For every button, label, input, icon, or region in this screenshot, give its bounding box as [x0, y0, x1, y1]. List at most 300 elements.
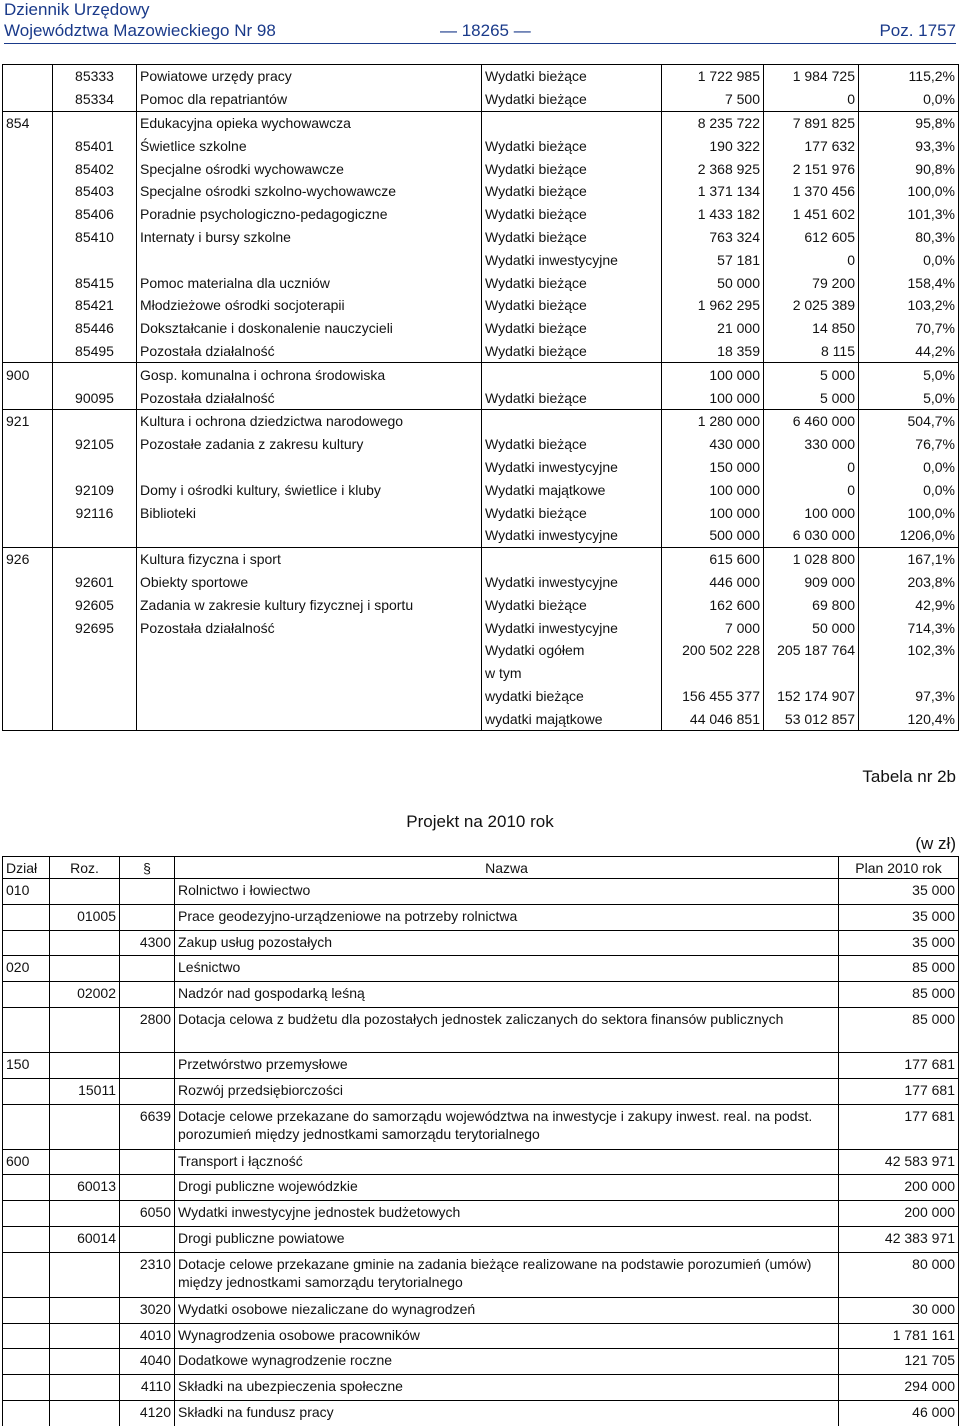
cell-dzial [3, 1226, 50, 1252]
cell-rozdzial: 85495 [53, 340, 137, 363]
cell-rozdzial [50, 1052, 120, 1078]
cell-procent: 100,0% [859, 180, 959, 203]
cell-rodzaj [482, 363, 662, 386]
cell-nazwa: Dotacje celowe przekazane do samorządu województwa na inwestycje i zakupy inwest. real. na podst. porozumień między jednostkami samorządu terytorialnego [175, 1104, 839, 1149]
cell-rozdzial [53, 707, 137, 730]
cell-rozdzial [53, 662, 137, 685]
table-row [3, 409, 959, 432]
cell-plan: 8 115 [764, 340, 859, 363]
cell-nazwa: Wydatki osobowe niezaliczane do wynagrodzeń [175, 1297, 839, 1323]
cell-rozdzial [50, 1349, 120, 1375]
table-row [3, 478, 959, 501]
table-row [3, 157, 959, 180]
cell-procent: 115,2% [859, 65, 959, 88]
cell-plan: 330 000 [764, 433, 859, 456]
page-header [4, 0, 956, 44]
table-row [3, 1104, 959, 1149]
cell-wykonanie: 100 000 [662, 478, 764, 501]
cell-rozdzial: 92105 [53, 433, 137, 456]
cell-rodzaj: Wydatki bieżące [482, 134, 662, 157]
cell-nazwa: Specjalne ośrodki wychowawcze [137, 157, 482, 180]
cell-rozdzial: 85401 [53, 134, 137, 157]
cell-plan: 46 000 [839, 1400, 959, 1425]
cell-dzial [3, 271, 53, 294]
cell-paragraf: 4120 [120, 1400, 175, 1425]
cell-dzial [3, 88, 53, 111]
cell-nazwa: Drogi publiczne powiatowe [175, 1226, 839, 1252]
cell-rodzaj: Wydatki bieżące [482, 203, 662, 226]
cell-paragraf [120, 1078, 175, 1104]
cell-plan: 177 681 [839, 1052, 959, 1078]
cell-procent: 76,7% [859, 433, 959, 456]
cell-rozdzial [53, 685, 137, 708]
cell-dzial [3, 456, 53, 479]
cell-nazwa: Prace geodezyjno-urządzeniowe na potrzeby rolnictwa [175, 904, 839, 930]
table-label: Tabela nr 2b [862, 767, 956, 786]
cell-dzial [3, 707, 53, 730]
table-row [3, 982, 959, 1008]
cell-nazwa: Przetwórstwo przemysłowe [175, 1052, 839, 1078]
cell-dzial [3, 904, 50, 930]
cell-plan: 35 000 [839, 930, 959, 956]
cell-dzial: 020 [3, 956, 50, 982]
cell-rodzaj: Wydatki bieżące [482, 317, 662, 340]
cell-nazwa: Wydatki inwestycyjne jednostek budżetowych [175, 1201, 839, 1227]
cell-plan: 0 [764, 88, 859, 111]
cell-dzial [3, 639, 53, 662]
cell-procent: 70,7% [859, 317, 959, 340]
cell-rodzaj: Wydatki inwestycyjne [482, 571, 662, 594]
cell-paragraf [120, 879, 175, 905]
cell-plan: 30 000 [839, 1297, 959, 1323]
table-row [3, 271, 959, 294]
cell-procent: 44,2% [859, 340, 959, 363]
cell-nazwa: Pomoc dla repatriantów [137, 88, 482, 111]
cell-plan: 42 383 971 [839, 1226, 959, 1252]
journal-region: Województwa Mazowieckiego Nr 98 [4, 21, 276, 40]
cell-plan: 6 460 000 [764, 409, 859, 432]
cell-rodzaj: Wydatki bieżące [482, 88, 662, 111]
cell-plan: 85 000 [839, 1007, 959, 1052]
cell-nazwa: Domy i ośrodki kultury, świetlice i kluby [137, 478, 482, 501]
cell-dzial: 854 [3, 111, 53, 134]
cell-wykonanie [662, 662, 764, 685]
project-title: Projekt na 2010 rok [406, 812, 554, 831]
cell-nazwa: Rozwój przedsiębiorczości [175, 1078, 839, 1104]
cell-dzial [3, 1297, 50, 1323]
cell-wykonanie: 50 000 [662, 271, 764, 294]
table-row [3, 571, 959, 594]
cell-paragraf: 4010 [120, 1323, 175, 1349]
table-row [3, 134, 959, 157]
cell-rodzaj: Wydatki bieżące [482, 180, 662, 203]
cell-dzial [3, 340, 53, 363]
cell-dzial [3, 226, 53, 249]
cell-rozdzial [53, 363, 137, 386]
cell-procent: 93,3% [859, 134, 959, 157]
cell-rozdzial [50, 1149, 120, 1175]
cell-plan: 42 583 971 [839, 1149, 959, 1175]
cell-paragraf: 3020 [120, 1297, 175, 1323]
cell-dzial: 150 [3, 1052, 50, 1078]
cell-dzial [3, 1323, 50, 1349]
cell-dzial [3, 685, 53, 708]
cell-dzial [3, 203, 53, 226]
cell-rodzaj: Wydatki inwestycyjne [482, 524, 662, 547]
expenditure-table [2, 64, 959, 731]
cell-nazwa: Obiekty sportowe [137, 571, 482, 594]
cell-nazwa: Zadania w zakresie kultury fizycznej i sportu [137, 593, 482, 616]
position-number: Poz. 1757 [879, 21, 956, 40]
cell-dzial [3, 433, 53, 456]
cell-rodzaj: Wydatki ogółem [482, 639, 662, 662]
cell-rozdzial: 92601 [53, 571, 137, 594]
cell-rozdzial [50, 1007, 120, 1052]
table-row [3, 363, 959, 386]
cell-plan: 612 605 [764, 226, 859, 249]
cell-paragraf: 4110 [120, 1375, 175, 1401]
cell-wykonanie: 156 455 377 [662, 685, 764, 708]
cell-plan: 200 000 [839, 1175, 959, 1201]
cell-rodzaj: Wydatki bieżące [482, 226, 662, 249]
table-row [3, 248, 959, 271]
cell-procent: 102,3% [859, 639, 959, 662]
cell-plan: 200 000 [839, 1201, 959, 1227]
table-row [3, 956, 959, 982]
table-row [3, 180, 959, 203]
cell-procent: 101,3% [859, 203, 959, 226]
cell-plan: 100 000 [764, 501, 859, 524]
cell-nazwa: Leśnictwo [175, 956, 839, 982]
cell-plan: 177 681 [839, 1078, 959, 1104]
cell-plan: 85 000 [839, 982, 959, 1008]
cell-procent: 714,3% [859, 616, 959, 639]
cell-wykonanie: 200 502 228 [662, 639, 764, 662]
cell-wykonanie: 190 322 [662, 134, 764, 157]
cell-plan: 0 [764, 248, 859, 271]
table-row [3, 1078, 959, 1104]
cell-dzial [3, 1175, 50, 1201]
cell-plan: 205 187 764 [764, 639, 859, 662]
cell-nazwa: Gosp. komunalna i ochrona środowiska [137, 363, 482, 386]
cell-wykonanie: 21 000 [662, 317, 764, 340]
cell-dzial [3, 134, 53, 157]
table-row [3, 879, 959, 905]
cell-rodzaj: Wydatki bieżące [482, 294, 662, 317]
cell-dzial [3, 616, 53, 639]
cell-rozdzial: 15011 [50, 1078, 120, 1104]
cell-plan: 35 000 [839, 879, 959, 905]
cell-wykonanie: 7 000 [662, 616, 764, 639]
cell-rodzaj [482, 409, 662, 432]
table-row [3, 203, 959, 226]
cell-rodzaj: Wydatki bieżące [482, 271, 662, 294]
cell-rozdzial: 92695 [53, 616, 137, 639]
cell-wykonanie: 150 000 [662, 456, 764, 479]
cell-plan: 121 705 [839, 1349, 959, 1375]
cell-plan: 152 174 907 [764, 685, 859, 708]
cell-wykonanie: 8 235 722 [662, 111, 764, 134]
cell-nazwa [137, 248, 482, 271]
cell-dzial [3, 930, 50, 956]
cell-dzial [3, 1201, 50, 1227]
cell-rozdzial [53, 248, 137, 271]
cell-rozdzial: 85446 [53, 317, 137, 340]
cell-nazwa: Poradnie psychologiczno-pedagogiczne [137, 203, 482, 226]
cell-paragraf [120, 982, 175, 1008]
cell-paragraf [120, 1226, 175, 1252]
cell-plan: 79 200 [764, 271, 859, 294]
table-row [3, 65, 959, 88]
cell-plan: 53 012 857 [764, 707, 859, 730]
cell-wykonanie: 162 600 [662, 593, 764, 616]
cell-rozdzial: 02002 [50, 982, 120, 1008]
table-row [3, 547, 959, 570]
cell-procent: 0,0% [859, 478, 959, 501]
cell-nazwa: Internaty i bursy szkolne [137, 226, 482, 249]
cell-paragraf: 2310 [120, 1252, 175, 1297]
cell-paragraf: 4300 [120, 930, 175, 956]
cell-nazwa [137, 456, 482, 479]
cell-rozdzial: 01005 [50, 904, 120, 930]
cell-dzial: 900 [3, 363, 53, 386]
cell-rozdzial: 85402 [53, 157, 137, 180]
cell-wykonanie: 500 000 [662, 524, 764, 547]
cell-dzial [3, 1375, 50, 1401]
table-row [3, 340, 959, 363]
cell-rodzaj: Wydatki bieżące [482, 433, 662, 456]
cell-rodzaj: Wydatki bieżące [482, 593, 662, 616]
cell-paragraf [120, 904, 175, 930]
cell-rozdzial: 92109 [53, 478, 137, 501]
cell-rodzaj: Wydatki bieżące [482, 386, 662, 409]
cell-nazwa: Kultura fizyczna i sport [137, 547, 482, 570]
cell-rozdzial [50, 956, 120, 982]
cell-plan: 1 028 800 [764, 547, 859, 570]
cell-procent [859, 662, 959, 685]
cell-dzial [3, 1078, 50, 1104]
cell-procent: 5,0% [859, 386, 959, 409]
cell-nazwa: Specjalne ośrodki szkolno-wychowawcze [137, 180, 482, 203]
cell-plan: 35 000 [839, 904, 959, 930]
cell-dzial [3, 65, 53, 88]
cell-wykonanie: 615 600 [662, 547, 764, 570]
cell-procent: 90,8% [859, 157, 959, 180]
cell-nazwa [137, 707, 482, 730]
cell-procent: 203,8% [859, 571, 959, 594]
unit-label: (w zł) [915, 834, 956, 853]
cell-procent: 103,2% [859, 294, 959, 317]
table-row [3, 1052, 959, 1078]
table-row [3, 1400, 959, 1425]
cell-nazwa: Składki na fundusz pracy [175, 1400, 839, 1425]
table-row [3, 1226, 959, 1252]
cell-plan: 7 891 825 [764, 111, 859, 134]
cell-plan: 0 [764, 456, 859, 479]
cell-dzial: 010 [3, 879, 50, 905]
table-row [3, 317, 959, 340]
cell-rozdzial [50, 1252, 120, 1297]
table-row [3, 88, 959, 111]
expenditure-table-body [3, 65, 959, 731]
table-row [3, 386, 959, 409]
header-rule [4, 43, 956, 44]
cell-rozdzial [53, 111, 137, 134]
cell-wykonanie: 18 359 [662, 340, 764, 363]
cell-procent: 1206,0% [859, 524, 959, 547]
cell-dzial [3, 294, 53, 317]
cell-dzial [3, 1007, 50, 1052]
table-row [3, 294, 959, 317]
cell-rozdzial [53, 639, 137, 662]
cell-rodzaj: Wydatki bieżące [482, 501, 662, 524]
table-header-row [3, 857, 959, 879]
table-row [3, 1175, 959, 1201]
cell-wykonanie: 57 181 [662, 248, 764, 271]
cell-rozdzial: 85410 [53, 226, 137, 249]
cell-wykonanie: 100 000 [662, 501, 764, 524]
cell-plan: 177 681 [839, 1104, 959, 1149]
cell-procent: 95,8% [859, 111, 959, 134]
cell-nazwa: Dotacje celowe przekazane gminie na zadania bieżące realizowane na podstawie porozumień (umów) między jednostkami samorządu terytorialnego [175, 1252, 839, 1297]
cell-procent: 0,0% [859, 248, 959, 271]
cell-rodzaj: Wydatki majątkowe [482, 478, 662, 501]
cell-dzial [3, 1400, 50, 1425]
cell-procent: 158,4% [859, 271, 959, 294]
cell-wykonanie: 763 324 [662, 226, 764, 249]
cell-rozdzial [50, 1104, 120, 1149]
cell-dzial [3, 1252, 50, 1297]
cell-nazwa: Drogi publiczne wojewódzkie [175, 1175, 839, 1201]
cell-plan: 5 000 [764, 363, 859, 386]
cell-rozdzial: 85403 [53, 180, 137, 203]
journal-title: Dziennik Urzędowy [4, 0, 150, 19]
cell-paragraf [120, 1149, 175, 1175]
cell-plan: 69 800 [764, 593, 859, 616]
cell-plan: 1 781 161 [839, 1323, 959, 1349]
cell-nazwa: Pozostała działalność [137, 340, 482, 363]
table-row [3, 524, 959, 547]
cell-nazwa: Kultura i ochrona dziedzictwa narodowego [137, 409, 482, 432]
cell-rozdzial [50, 1323, 120, 1349]
cell-dzial [3, 593, 53, 616]
cell-plan: 294 000 [839, 1375, 959, 1401]
table-row [3, 593, 959, 616]
cell-plan: 50 000 [764, 616, 859, 639]
table-row [3, 1349, 959, 1375]
cell-rodzaj: Wydatki bieżące [482, 340, 662, 363]
table-row [3, 1201, 959, 1227]
cell-wykonanie: 446 000 [662, 571, 764, 594]
cell-rodzaj [482, 547, 662, 570]
cell-wykonanie: 1 962 295 [662, 294, 764, 317]
cell-plan: 0 [764, 478, 859, 501]
cell-rozdzial [50, 1201, 120, 1227]
cell-nazwa: Dodatkowe wynagrodzenie roczne [175, 1349, 839, 1375]
cell-procent: 80,3% [859, 226, 959, 249]
table-row [3, 1375, 959, 1401]
cell-rodzaj: wydatki bieżące [482, 685, 662, 708]
table-row [3, 685, 959, 708]
cell-nazwa: Świetlice szkolne [137, 134, 482, 157]
cell-nazwa: Pozostała działalność [137, 616, 482, 639]
cell-nazwa [137, 524, 482, 547]
table-row [3, 501, 959, 524]
cell-plan: 177 632 [764, 134, 859, 157]
table-row [3, 904, 959, 930]
cell-procent: 0,0% [859, 456, 959, 479]
cell-wykonanie: 7 500 [662, 88, 764, 111]
cell-rozdzial [53, 524, 137, 547]
cell-rozdzial [50, 1297, 120, 1323]
cell-rozdzial: 85415 [53, 271, 137, 294]
cell-plan: 909 000 [764, 571, 859, 594]
cell-dzial [3, 180, 53, 203]
budget-plan-table-body [3, 879, 959, 1426]
cell-nazwa: Pomoc materialna dla uczniów [137, 271, 482, 294]
cell-plan: 5 000 [764, 386, 859, 409]
table-row [3, 662, 959, 685]
header-paragraf: § [120, 857, 175, 879]
cell-nazwa: Edukacyjna opieka wychowawcza [137, 111, 482, 134]
cell-procent: 167,1% [859, 547, 959, 570]
cell-rozdzial: 90095 [53, 386, 137, 409]
cell-dzial [3, 157, 53, 180]
cell-dzial [3, 317, 53, 340]
cell-nazwa: Dotacja celowa z budżetu dla pozostałych jednostek zaliczanych do sektora finansów publicznych [175, 1007, 839, 1052]
cell-wykonanie: 1 280 000 [662, 409, 764, 432]
cell-wykonanie: 100 000 [662, 363, 764, 386]
cell-nazwa: Pozostała działalność [137, 386, 482, 409]
cell-paragraf [120, 1052, 175, 1078]
table-row [3, 226, 959, 249]
cell-dzial [3, 1349, 50, 1375]
cell-dzial: 926 [3, 547, 53, 570]
cell-rodzaj: wydatki majątkowe [482, 707, 662, 730]
cell-rodzaj: Wydatki bieżące [482, 157, 662, 180]
cell-wykonanie: 1 371 134 [662, 180, 764, 203]
cell-nazwa [137, 639, 482, 662]
cell-nazwa: Transport i łączność [175, 1149, 839, 1175]
cell-plan: 1 451 602 [764, 203, 859, 226]
cell-nazwa: Zakup usług pozostałych [175, 930, 839, 956]
cell-dzial [3, 571, 53, 594]
cell-dzial [3, 662, 53, 685]
cell-plan: 14 850 [764, 317, 859, 340]
cell-dzial [3, 1104, 50, 1149]
cell-rozdzial [53, 547, 137, 570]
cell-procent: 0,0% [859, 88, 959, 111]
cell-paragraf [120, 1175, 175, 1201]
header-dzial: Dział [3, 857, 50, 879]
cell-paragraf: 4040 [120, 1349, 175, 1375]
table-row [3, 1323, 959, 1349]
table-row [3, 930, 959, 956]
cell-dzial [3, 248, 53, 271]
table-row [3, 1007, 959, 1052]
cell-procent: 97,3% [859, 685, 959, 708]
cell-rodzaj: Wydatki inwestycyjne [482, 456, 662, 479]
cell-dzial [3, 501, 53, 524]
cell-plan: 1 370 456 [764, 180, 859, 203]
cell-wykonanie: 1 722 985 [662, 65, 764, 88]
cell-procent: 100,0% [859, 501, 959, 524]
cell-wykonanie: 2 368 925 [662, 157, 764, 180]
cell-rozdzial: 92605 [53, 593, 137, 616]
cell-dzial: 600 [3, 1149, 50, 1175]
cell-rozdzial [53, 409, 137, 432]
cell-paragraf: 6639 [120, 1104, 175, 1149]
